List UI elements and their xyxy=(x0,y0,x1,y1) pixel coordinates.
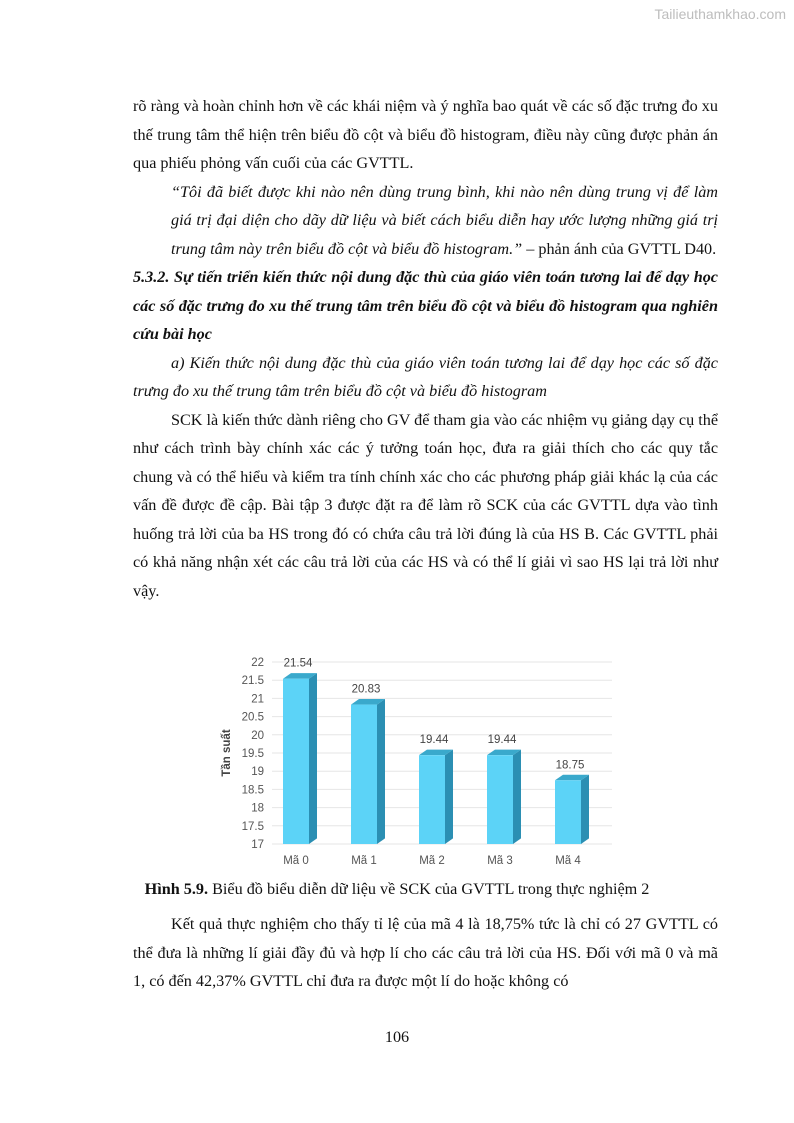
x-tick-label: Mã 2 xyxy=(419,855,445,867)
bar xyxy=(487,755,513,844)
data-label: 21.54 xyxy=(283,657,313,670)
data-label: 19.44 xyxy=(419,734,449,747)
bar-side xyxy=(445,750,453,844)
y-tick-label: 19 xyxy=(251,766,264,779)
y-tick-label: 19.5 xyxy=(241,748,264,760)
x-tick-label: Mã 0 xyxy=(283,855,309,867)
bar xyxy=(351,705,377,844)
paragraph-2: SCK là kiến thức dành riêng cho GV để tham gia vào các nhiệm vụ giảng dạy cụ thể như cách trình bày chính xác các ý tưởng toán học, đưa ra giải thích cho các quy tắc chung và có thể hiểu và kiểm tra tính chính xác cho các phương pháp giải khác lạ của các vấn đề được đề cập. Bài tập 3 được đặt ra để làm rõ SCK của các GVTTL dựa vào tình huống trả lời của ba HS trong đó có chứa câu trả lời đúng là của HS B. Các GVTTL phải có khả năng nhận xét các câu trả lời của các HS và có thể lí giải vì sao HS lại trả lời như vậy. xyxy=(133,410,719,600)
bar-side xyxy=(513,750,521,844)
paragraph-1: rõ ràng và hoàn chỉnh hơn về các khái niệm và ý nghĩa bao quát về các số đặc trưng đo xu thế trung tâm thể hiện trên biểu đồ cột và biểu đồ histogram, điều này cũng được phản án qua phiếu phỏng vấn cuối của các GVTTL. xyxy=(133,97,718,172)
data-label: 19.44 xyxy=(487,734,517,747)
quote-attribution: – phản ánh của GVTTL D40. xyxy=(522,239,717,258)
page-number: 106 xyxy=(384,1028,410,1046)
y-tick-label: 18.5 xyxy=(241,784,264,797)
bar-side xyxy=(309,673,317,844)
watermark: Tailieuthamkhao.com xyxy=(654,6,786,22)
bar-side xyxy=(377,699,385,844)
paragraph-3: Kết quả thực nghiệm cho thấy tỉ lệ của mã 4 là 18,75% tức là chỉ có 27 GVTTL có thể đưa là những lí giải đầy đủ và hợp lí cho các câu trả lời của HS. Đối với mã 0 và mã 1, có đến 42,37% GVTTL chỉ đưa ra được một lí do hoặc không có xyxy=(133,915,718,990)
y-tick-label: 21.5 xyxy=(241,675,264,688)
bar xyxy=(419,755,445,844)
bar-side xyxy=(581,775,589,844)
x-tick-label: Mã 3 xyxy=(487,855,513,867)
y-tick-label: 20 xyxy=(251,729,264,742)
body-text xyxy=(133,92,718,605)
section-heading: 5.3.2. Sự tiến triển kiến thức nội dung đặc thù của giáo viên toán tương lai để dạy học các số đặc trưng đo xu thế trung tâm trên biểu đồ cột và biểu đồ histogram qua nghiên cứu bài học xyxy=(133,268,718,343)
x-tick-label: Mã 1 xyxy=(351,855,377,867)
y-tick-label: 21 xyxy=(251,693,264,706)
y-tick-label: 20.5 xyxy=(241,711,264,724)
bar-chart xyxy=(212,646,627,871)
x-tick-label: Mã 4 xyxy=(555,855,581,867)
data-label: 20.83 xyxy=(351,683,381,696)
y-tick-label: 18 xyxy=(251,802,264,815)
y-tick-label: 22 xyxy=(251,657,264,669)
y-tick-label: 17 xyxy=(251,839,264,851)
caption-label: Hình 5.9. xyxy=(144,880,209,898)
subsection-heading: a) Kiến thức nội dung đặc thù của giáo viên toán tương lai để dạy học các số đặc trưng đo xu thế trung tâm trên biểu đồ cột và biểu đồ histogram xyxy=(133,353,718,400)
caption-text: Biểu đồ biểu diễn dữ liệu về SCK của GVTTL trong thực nghiệm 2 xyxy=(208,880,650,898)
body-text-after xyxy=(133,910,718,996)
y-axis-label: Tần suất xyxy=(221,729,233,777)
bar xyxy=(283,679,309,844)
bar xyxy=(555,780,581,844)
chart-svg xyxy=(212,646,627,871)
data-label: 18.75 xyxy=(555,759,585,772)
quote-italic: “Tôi đã biết được khi nào nên dùng trung bình, khi nào nên dùng trung vị để làm giá trị đại diện cho dãy dữ liệu và biết cách biểu diễn hay ước lượng những giá trị trung tâm này trên biểu đồ cột và biểu đồ histogram.” xyxy=(171,182,718,258)
figure-caption xyxy=(0,880,794,899)
y-tick-label: 17.5 xyxy=(241,820,264,833)
quote-block xyxy=(133,178,718,264)
